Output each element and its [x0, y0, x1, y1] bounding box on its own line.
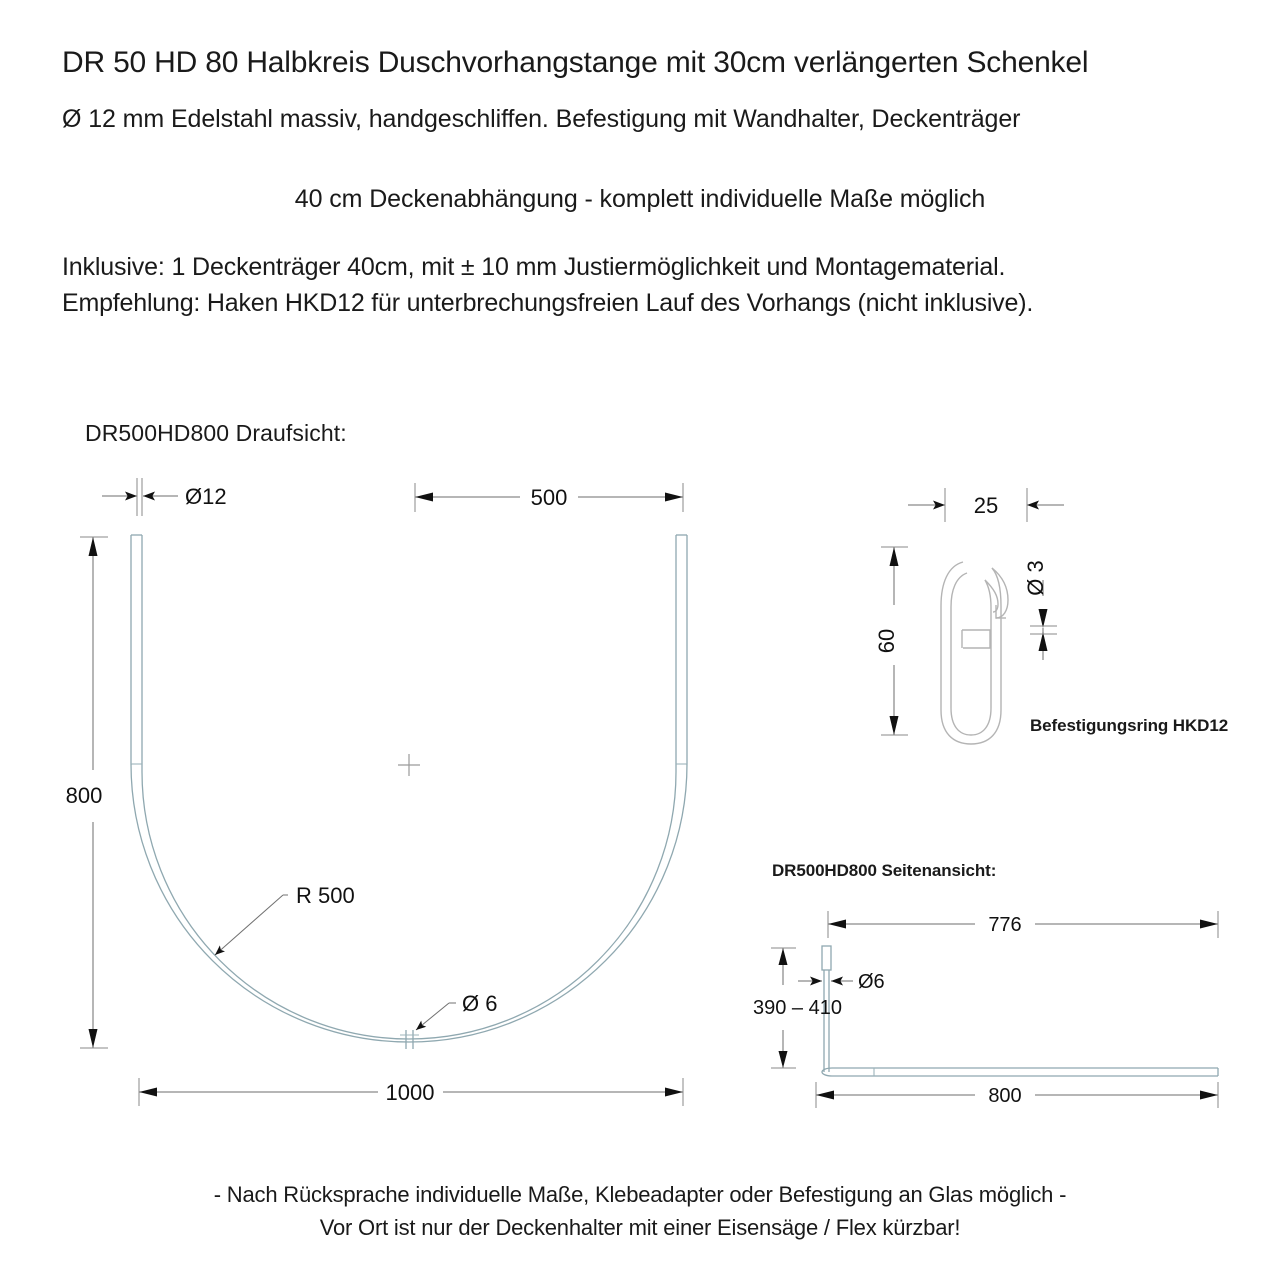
dim-ring-height-label: 60	[874, 628, 899, 654]
center-mark	[398, 754, 420, 776]
dim-side-rod-group	[798, 971, 885, 993]
header-recommendation-line: Empfehlung: Haken HKD12 für unterbrechungsfreien Lauf des Vorhangs (nicht inklusive).	[62, 289, 1034, 317]
dim-side-bottom-group	[816, 1082, 1218, 1108]
shower-rod-top-view	[131, 535, 687, 1042]
footer-line-2: Vor Ort ist nur der Deckenhalter mit einer Eisensäge / Flex kürzbar!	[319, 1215, 961, 1240]
dim-ring-wire-label: Ø 3	[1023, 560, 1048, 596]
dim-rod-diameter-label: Ø12	[185, 484, 227, 509]
dim-radius-label: R 500	[296, 883, 355, 908]
fastening-ring-hook-shape	[941, 562, 1008, 744]
dim-half-width-label: 500	[530, 485, 568, 510]
dim-side-drop-group	[753, 948, 842, 1068]
header-included-line: Inklusive: 1 Deckenträger 40cm, mit ± 10 mm Justiermöglichkeit und Montagematerial.	[62, 253, 1006, 281]
dim-ring-wire-group	[1023, 560, 1057, 660]
dim-side-drop-label: 390 – 410	[753, 997, 842, 1019]
dim-side-rod-label: Ø6	[858, 971, 885, 993]
dim-half-width-group	[415, 483, 683, 512]
header-subtitle-drop: 40 cm Deckenabhängung - komplett individuelle Maße möglich	[294, 185, 986, 213]
dim-total-width-label: 1000	[385, 1080, 435, 1105]
dim-side-top-label: 776	[988, 914, 1022, 936]
footer-block	[0, 1178, 1280, 1244]
caption-side-view: DR500HD800 Seitenansicht:	[772, 861, 997, 880]
dim-rod-diameter-group	[102, 478, 227, 516]
caption-top-view: DR500HD800 Draufsicht:	[85, 420, 347, 446]
header-subtitle-material: Ø 12 mm Edelstahl massiv, handgeschliffen. Befestigung mit Wandhalter, Deckenträger	[62, 105, 1021, 133]
dim-side-bottom-label: 800	[988, 1085, 1022, 1107]
dim-hole-label: Ø 6	[462, 991, 498, 1016]
dim-radius-group	[215, 883, 355, 955]
dim-height-label: 800	[65, 783, 103, 808]
page-title: DR 50 HD 80 Halbkreis Duschvorhangstange mit 30cm verlängerten Schenkel	[62, 46, 1089, 79]
dim-height-group	[66, 537, 108, 1048]
dim-ring-height-group	[874, 547, 908, 735]
dim-ring-width-group	[908, 488, 1064, 522]
caption-ring-label: Befestigungsring HKD12	[1030, 716, 1229, 735]
shower-rod-side-view	[822, 946, 1218, 1076]
dim-total-width-group	[139, 1078, 683, 1106]
dim-side-top-group	[828, 911, 1218, 938]
dim-hole-group	[400, 991, 497, 1049]
footer-line-1: - Nach Rücksprache individuelle Maße, Klebeadapter oder Befestigung an Glas möglich -	[213, 1182, 1067, 1207]
dim-ring-width-label: 25	[973, 493, 999, 518]
